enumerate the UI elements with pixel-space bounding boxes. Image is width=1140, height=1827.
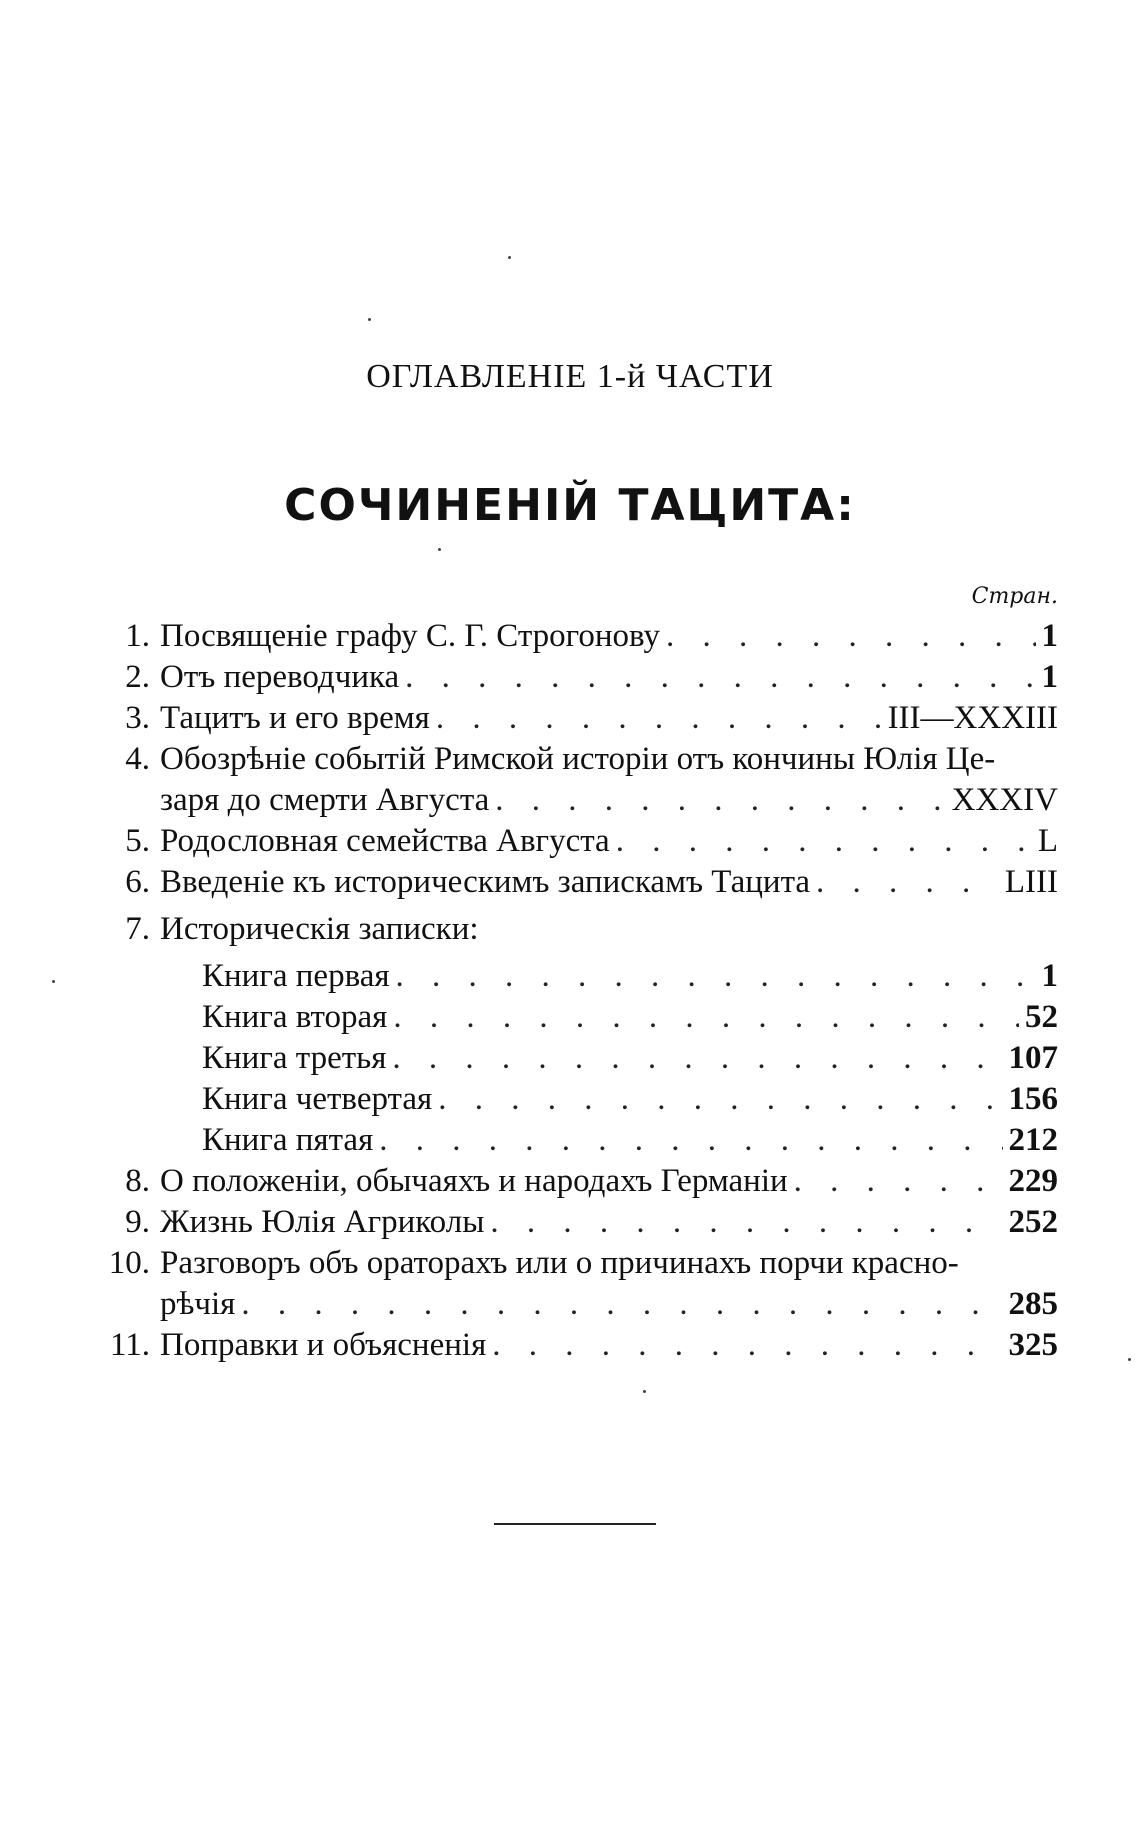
dot-leader <box>492 1325 1002 1366</box>
entry-number: 1. <box>125 618 150 654</box>
book-title: Книга третья <box>202 1040 387 1076</box>
dot-leader <box>666 616 1036 657</box>
dot-leader <box>495 780 945 821</box>
book-title: Книга первая <box>202 958 390 994</box>
book-title: Книга вторая <box>202 999 388 1035</box>
book-page-ref: 156 <box>1008 1081 1058 1117</box>
entry-number: 7. <box>125 911 150 947</box>
dot-leader <box>490 1202 1002 1243</box>
dot-leader <box>396 956 1036 997</box>
toc-entry <box>88 862 1058 903</box>
entry-title: Тацитъ и его время <box>160 700 430 736</box>
entry-title: Отъ переводчика <box>160 659 400 695</box>
page-column-label: Стран. <box>971 584 1058 609</box>
entry-page: 229 <box>1008 1163 1058 1199</box>
toc-subentry <box>88 1120 1058 1161</box>
entry-title-line1: Обозрѣнiе событiй Римской исторiи отъ кончины Юлiя Це- <box>160 741 996 777</box>
toc-entry <box>88 909 1058 950</box>
contents-heading: ОГЛАВЛЕНIЕ 1-й ЧАСТИ <box>366 358 774 395</box>
entry-title-line2: рѣчiя <box>160 1286 236 1322</box>
entry-title: Введенiе къ историческимъ запискамъ Тацита <box>160 864 811 900</box>
toc-entry <box>88 1325 1058 1366</box>
print-speck <box>508 256 511 259</box>
dot-leader <box>241 1284 1002 1325</box>
dot-leader <box>816 862 999 903</box>
toc-subentry <box>88 956 1058 997</box>
toc-entry-continuation <box>88 1284 1058 1325</box>
entry-number: 10. <box>108 1245 150 1281</box>
table-of-contents <box>88 616 1058 1366</box>
entry-number: 9. <box>125 1204 150 1240</box>
entry-title: Посвященiе графу С. Г. Строгонову <box>160 618 660 654</box>
print-speck <box>368 318 371 321</box>
book-page-ref: 1 <box>1041 958 1058 994</box>
book-page-ref: 212 <box>1008 1122 1058 1158</box>
entry-number: 6. <box>125 864 150 900</box>
entry-number: 4. <box>125 741 150 777</box>
toc-entry <box>88 657 1058 698</box>
entry-number: 8. <box>125 1163 150 1199</box>
dot-leader <box>393 997 1019 1038</box>
entry-page: 252 <box>1008 1204 1058 1240</box>
book-title: Книга пятая <box>202 1122 374 1158</box>
entry-number: 2. <box>125 659 150 695</box>
toc-entry-continuation <box>88 780 1058 821</box>
entry-number: 11. <box>109 1327 150 1363</box>
entry-title: Родословная семейства Августа <box>160 823 610 859</box>
entry-page: 325 <box>1008 1327 1058 1363</box>
toc-entry <box>88 1243 1058 1284</box>
toc-subentry <box>88 1079 1058 1120</box>
entry-page: III—XXXIII <box>887 700 1058 736</box>
entry-title: О положенiи, обычаяхъ и народахъ Германiи <box>160 1163 788 1199</box>
print-speck <box>52 980 55 983</box>
entry-page: 1 <box>1041 618 1058 654</box>
entry-page: 1 <box>1041 659 1058 695</box>
book-page-ref: 52 <box>1025 999 1058 1035</box>
dot-leader <box>616 821 1032 862</box>
entry-number: 5. <box>125 823 150 859</box>
dot-leader <box>405 657 1035 698</box>
dot-leader <box>379 1120 1002 1161</box>
entry-page: XXXIV <box>951 782 1058 818</box>
toc-subentry <box>88 1038 1058 1079</box>
entry-title: Историческiя записки: <box>160 911 479 947</box>
dot-leader <box>392 1038 1002 1079</box>
entry-title-line1: Разговоръ объ ораторахъ или о причинахъ порчи красно- <box>160 1245 959 1281</box>
toc-entry <box>88 616 1058 657</box>
toc-entry <box>88 1161 1058 1202</box>
print-speck <box>643 1390 646 1393</box>
entry-number: 3. <box>125 700 150 736</box>
book-page-ref: 107 <box>1008 1040 1058 1076</box>
toc-entry <box>88 739 1058 780</box>
dot-leader <box>438 1079 1002 1120</box>
print-speck <box>438 548 441 551</box>
entry-page: 285 <box>1008 1286 1058 1322</box>
entry-title: Поправки и объясненiя <box>160 1327 487 1363</box>
toc-entry <box>88 821 1058 862</box>
toc-subentry <box>88 997 1058 1038</box>
dot-leader <box>436 698 882 739</box>
toc-entry <box>88 698 1058 739</box>
closing-rule <box>494 1523 656 1525</box>
entry-page: LIII <box>1004 864 1058 900</box>
book-title: Книга четвертая <box>202 1081 433 1117</box>
entry-title: Жизнь Юлiя Агриколы <box>160 1204 485 1240</box>
works-heading: СОЧИНЕНIЙ ТАЦИТА: <box>284 480 856 531</box>
print-speck <box>1128 1358 1131 1361</box>
entry-page: L <box>1037 823 1058 859</box>
dot-leader <box>794 1161 1003 1202</box>
toc-entry <box>88 1202 1058 1243</box>
entry-title-line2: заря до смерти Августа <box>160 782 490 818</box>
